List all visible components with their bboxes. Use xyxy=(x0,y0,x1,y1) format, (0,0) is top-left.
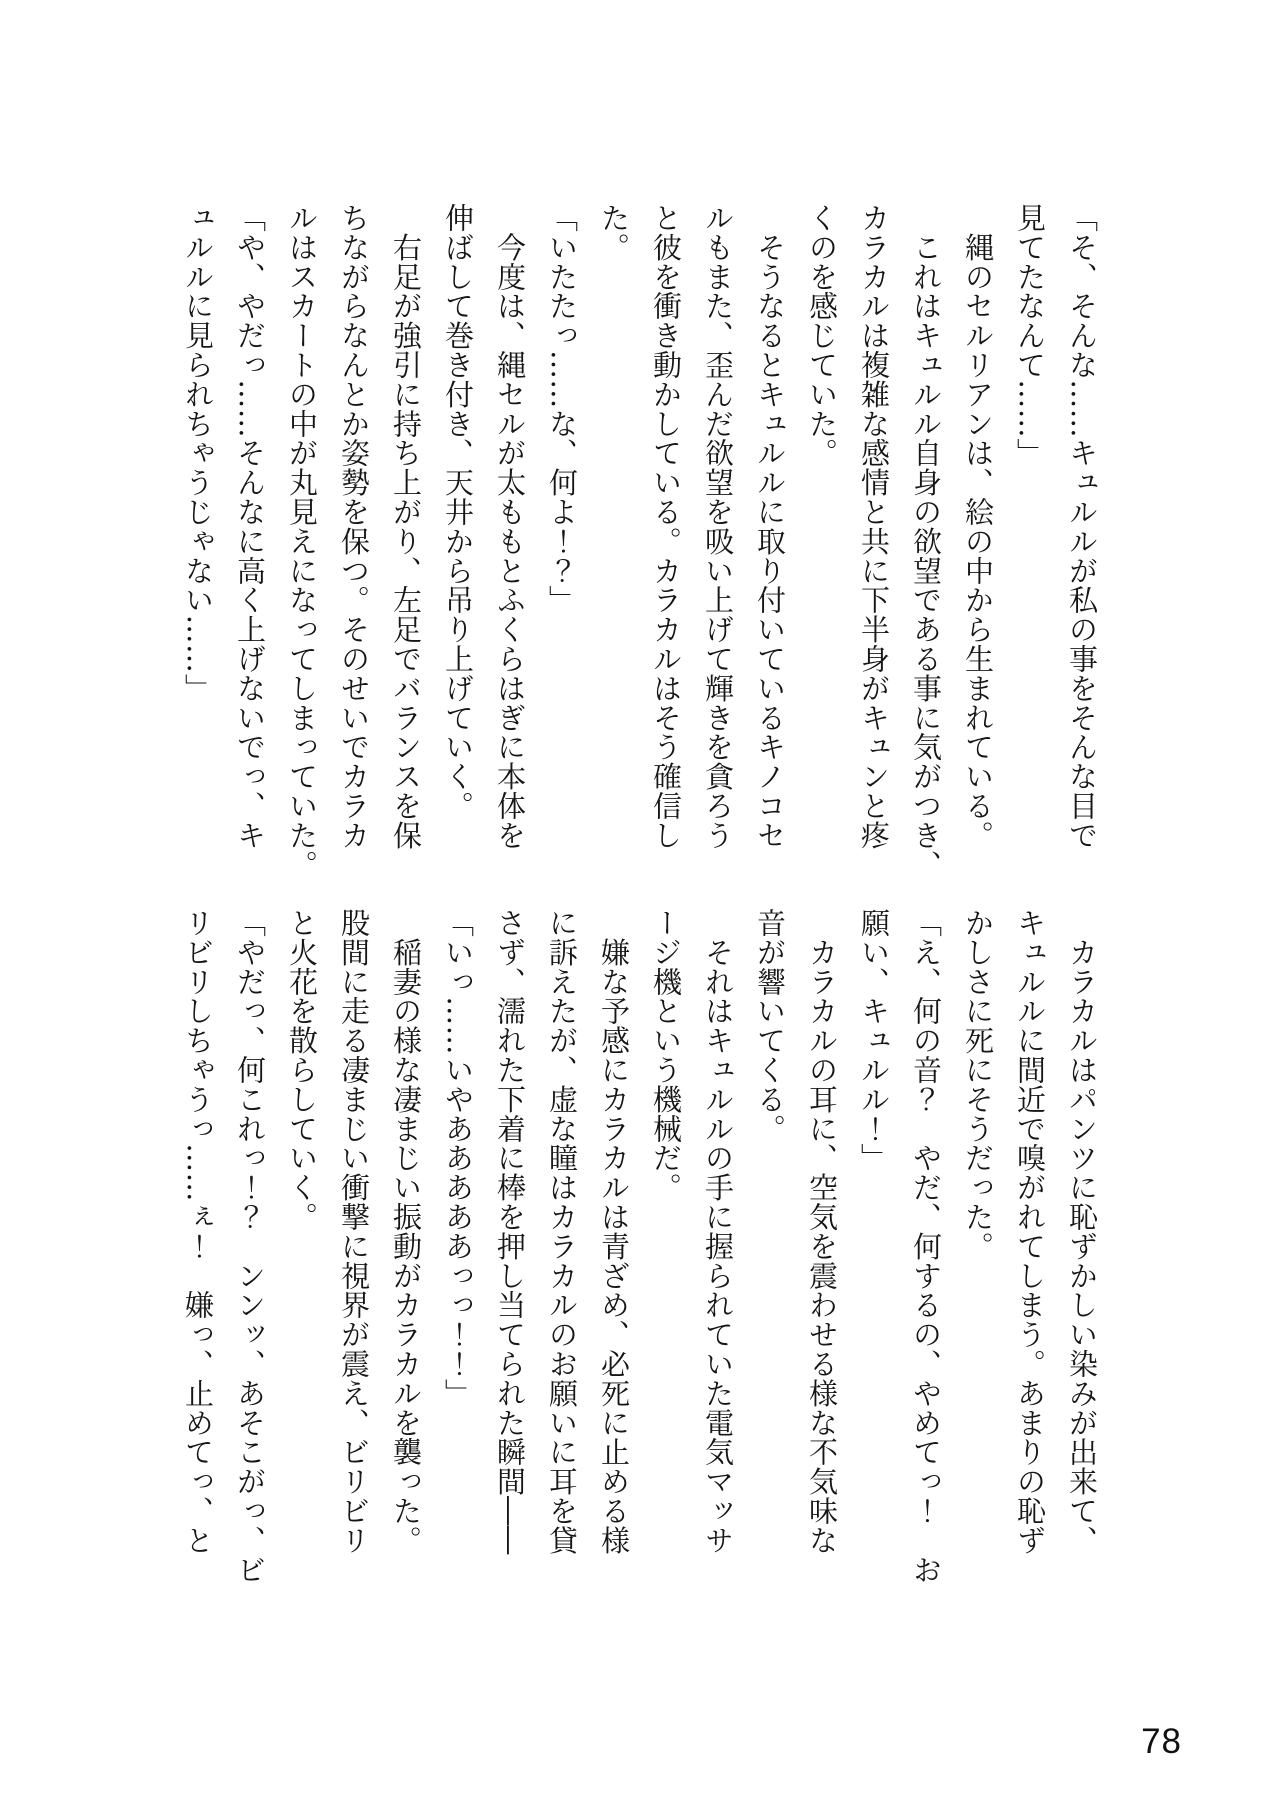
text-line: ルはスカートの中が丸見えになってしまっていた。 xyxy=(285,203,319,880)
text-line: ちながらなんとか姿勢を保つ。そのせいでカラカ xyxy=(337,203,371,850)
text-line: ージ機という機械だ。 xyxy=(649,908,683,1202)
text-line: 今度は、縄セルが太ももとふくらはぎに本体を xyxy=(493,203,527,850)
text-line: カラカルの耳に、空気を震わせる様な不気味な xyxy=(805,908,839,1555)
text-line: さず、濡れた下着に棒を押し当てられた瞬間―― xyxy=(493,908,527,1555)
text-line: と彼を衝き動かしている。カラカルはそう確信し xyxy=(649,203,683,850)
text-line: これはキュルル自身の欲望である事に気がつき、 xyxy=(909,203,943,880)
text-line: た。 xyxy=(597,203,631,262)
text-line: ルもまた、歪んだ欲望を吸い上げて輝きを貪ろう xyxy=(701,203,735,850)
text-line: そうなるとキュルルに取り付いているキノコセ xyxy=(753,203,787,850)
text-line: 見てたなんて……」 xyxy=(1013,203,1047,468)
text-line: 縄のセルリアンは、絵の中から生まれている。 xyxy=(961,203,995,850)
text-line: 嫌な予感にカラカルは青ざめ、必死に止める様 xyxy=(597,908,631,1555)
text-line: 稲妻の様な凄まじい振動がカラカルを襲った。 xyxy=(389,908,423,1555)
page-number: 78 xyxy=(1141,1722,1182,1761)
text-line: 股間に走る凄まじい衝撃に視界が震え、ビリビリ xyxy=(337,908,371,1555)
text-line: キュルルに間近で嗅がれてしまう。あまりの恥ず xyxy=(1013,908,1047,1555)
text-line: 「や、やだっ……そんなに高く上げないでっ、キ xyxy=(233,203,267,850)
text-line: ュルルに見られちゃうじゃない……」 xyxy=(181,203,215,703)
top-text-block xyxy=(172,203,1108,903)
bottom-text-block xyxy=(172,908,1108,1613)
text-line: 「いっ……いやあああああっっ！！」 xyxy=(441,908,475,1408)
text-line: 「いたたっ……な、何よ！？」 xyxy=(545,203,579,615)
text-line: 「え、何の音？ やだ、何するの、やめてっ！ お xyxy=(909,908,943,1585)
text-line: カラカルは複雑な感情と共に下半身がキュンと疼 xyxy=(857,203,891,850)
text-line: に訴えたが、虚な瞳はカラカルのお願いに耳を貸 xyxy=(545,908,579,1555)
text-line: 「そ、そんな……キュルルが私の事をそんな目で xyxy=(1065,203,1099,850)
text-line: かしさに死にそうだった。 xyxy=(961,908,995,1261)
text-line: 伸ばして巻き付き、天井から吊り上げていく。 xyxy=(441,203,475,821)
text-line: 右足が強引に持ち上がり、左足でバランスを保 xyxy=(389,203,423,850)
text-line: 願い、キュルル！」 xyxy=(857,908,891,1173)
text-line: と火花を散らしていく。 xyxy=(285,908,319,1232)
text-line: 音が響いてくる。 xyxy=(753,908,787,1144)
text-line: くのを感じていた。 xyxy=(805,203,839,468)
text-line: カラカルはパンツに恥ずかしい染みが出来て、 xyxy=(1065,908,1099,1555)
text-line: 「やだっ、何これっ！？ ンンッ、あそこがっ、ビ xyxy=(233,908,267,1585)
text-line: それはキュルルの手に握られていた電気マッサ xyxy=(701,908,735,1555)
text-line: リビリしちゃうっ……ぇ！ 嫌っ、止めてっ、と xyxy=(181,908,215,1555)
